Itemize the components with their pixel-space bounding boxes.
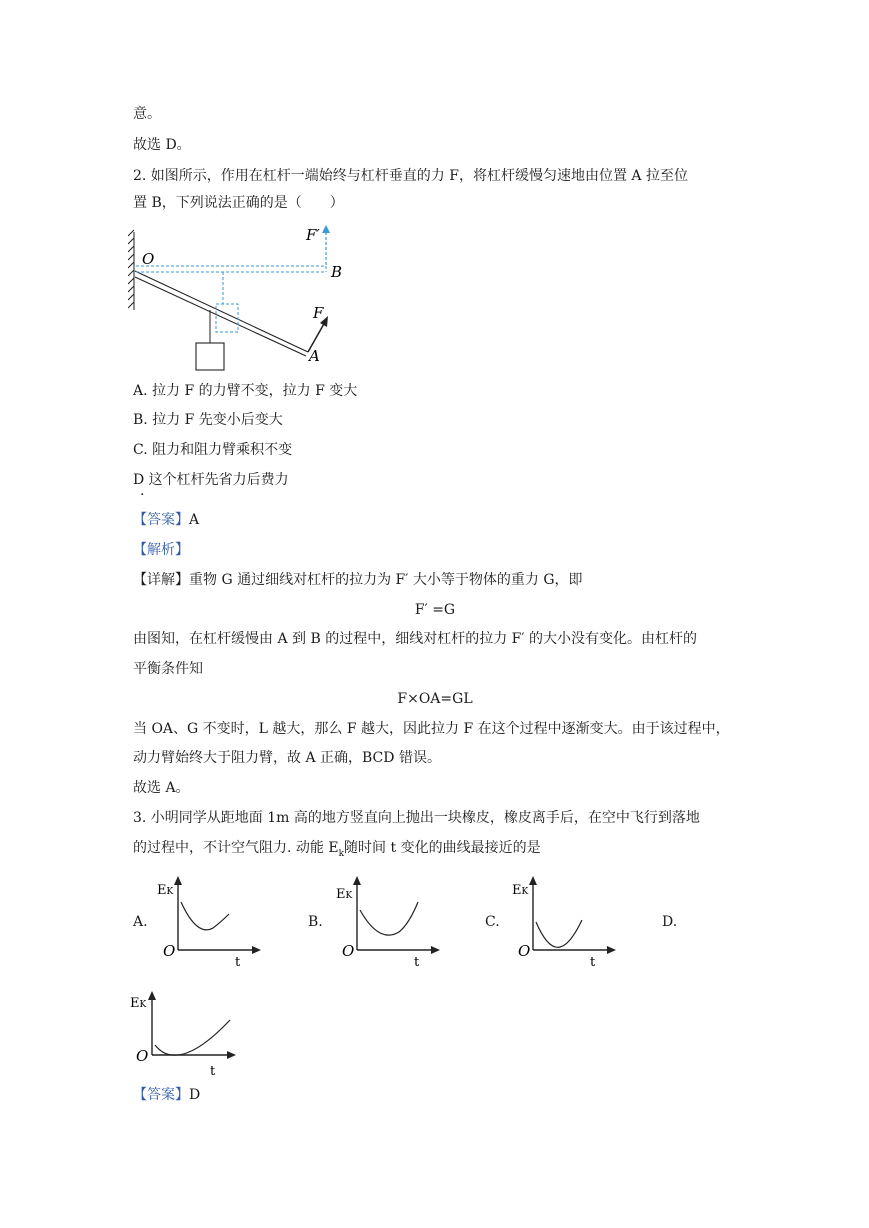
label-o: O: [142, 250, 155, 268]
q2-stray-dot: ·: [140, 487, 145, 503]
q2-option-d: D 这个杠杆先省力后费力: [133, 472, 289, 488]
label-f: F: [313, 304, 324, 322]
q3-option-label-a: A.: [133, 914, 148, 930]
t-label: t: [235, 955, 241, 970]
q3-stem-text-a: 的过程中，不计空气阻力. 动能 E: [133, 840, 339, 856]
q2-conclusion: 故选 A。: [133, 780, 190, 796]
label-b: B: [331, 263, 343, 281]
analysis-tag: 【解析】: [133, 542, 189, 558]
ek-label: EK: [336, 887, 353, 902]
q3-answer-line: [133, 1086, 200, 1104]
t-label: t: [210, 1064, 216, 1079]
q3-stem-subscript: k: [338, 848, 345, 859]
origin-label: O: [163, 942, 176, 960]
q2-line5: 动力臂始终大于阻力臂，故 A 正确，BCD 错误。: [133, 750, 441, 766]
t-label: t: [414, 955, 420, 970]
q2-option-b: B. 拉力 F 先变小后变大: [133, 412, 283, 428]
q3-stem-text-b: 随时间 t 变化的曲线最接近的是: [344, 840, 541, 856]
q2-detail-text: 重物 G 通过细线对杠杆的拉力为 F′ 大小等于物体的重力 G，即: [189, 572, 583, 588]
q3-stem-line1: 3. 小明同学从距地面 1m 高的地方竖直向上抛出一块橡皮，橡皮离手后，在空中飞行到落地: [133, 810, 700, 826]
ek-label: EK: [130, 996, 147, 1011]
q2-stem-line2: 置 B，下列说法正确的是（ ）: [133, 195, 344, 211]
q2-stem-line1: 2. 如图所示，作用在杠杆一端始终与杠杆垂直的力 F，将杠杆缓慢匀速地由位置 A 拉至位: [133, 168, 688, 184]
q2-line3: 平衡条件知: [133, 661, 203, 677]
q2-line4: 当 OA、G 不变时，L 越大，那么 F 越大，因此拉力 F 在这个过程中逐渐变大。由于该过程中，: [133, 721, 730, 737]
ek-label: EK: [512, 883, 529, 898]
label-fprime: F′: [306, 226, 320, 244]
graph-c: [510, 872, 622, 972]
q2-answer-line: [133, 511, 199, 529]
graph-a: [155, 872, 267, 972]
q3-option-label-b: B.: [308, 914, 323, 930]
q3-option-label-d: D.: [662, 914, 678, 930]
graph-d: [130, 985, 245, 1080]
graph-b: [334, 872, 446, 972]
ek-label: EK: [157, 883, 174, 898]
answer-tag: 【答案】: [133, 1087, 189, 1103]
q2-option-c: C. 阻力和阻力臂乘积不变: [133, 442, 293, 458]
t-label: t: [590, 955, 596, 970]
prev-tail: 意。: [133, 106, 161, 122]
equation-1: F′ =G: [414, 602, 456, 618]
weight-block: [196, 343, 224, 370]
q3-option-label-c: C.: [485, 914, 500, 930]
q3-answer-value: D: [189, 1087, 201, 1103]
q3-stem-line2: [133, 839, 541, 863]
origin-label: O: [136, 1047, 149, 1065]
q2-answer-value: A: [189, 512, 200, 528]
label-a: A: [309, 347, 320, 365]
detail-tag: 【详解】: [133, 572, 189, 588]
q2-detail-line1: [133, 571, 583, 589]
q2-option-a: A. 拉力 F 的力臂不变，拉力 F 变大: [133, 383, 358, 399]
answer-tag: 【答案】: [133, 512, 189, 528]
lever-figure: [128, 222, 343, 372]
dashed-lever-position-b: [136, 266, 326, 332]
wall-hatch: [128, 230, 134, 310]
prev-conclusion: 故选 D。: [133, 137, 191, 153]
equation-2: F×OA=GL: [397, 691, 473, 707]
fprime-arrowhead: [322, 225, 330, 233]
q2-line2: 由图知，在杠杆缓慢由 A 到 B 的过程中，细线对杠杆的拉力 F′ 的大小没有变化。由杠杆的: [133, 631, 697, 647]
origin-label: O: [518, 942, 531, 960]
origin-label: O: [342, 942, 355, 960]
